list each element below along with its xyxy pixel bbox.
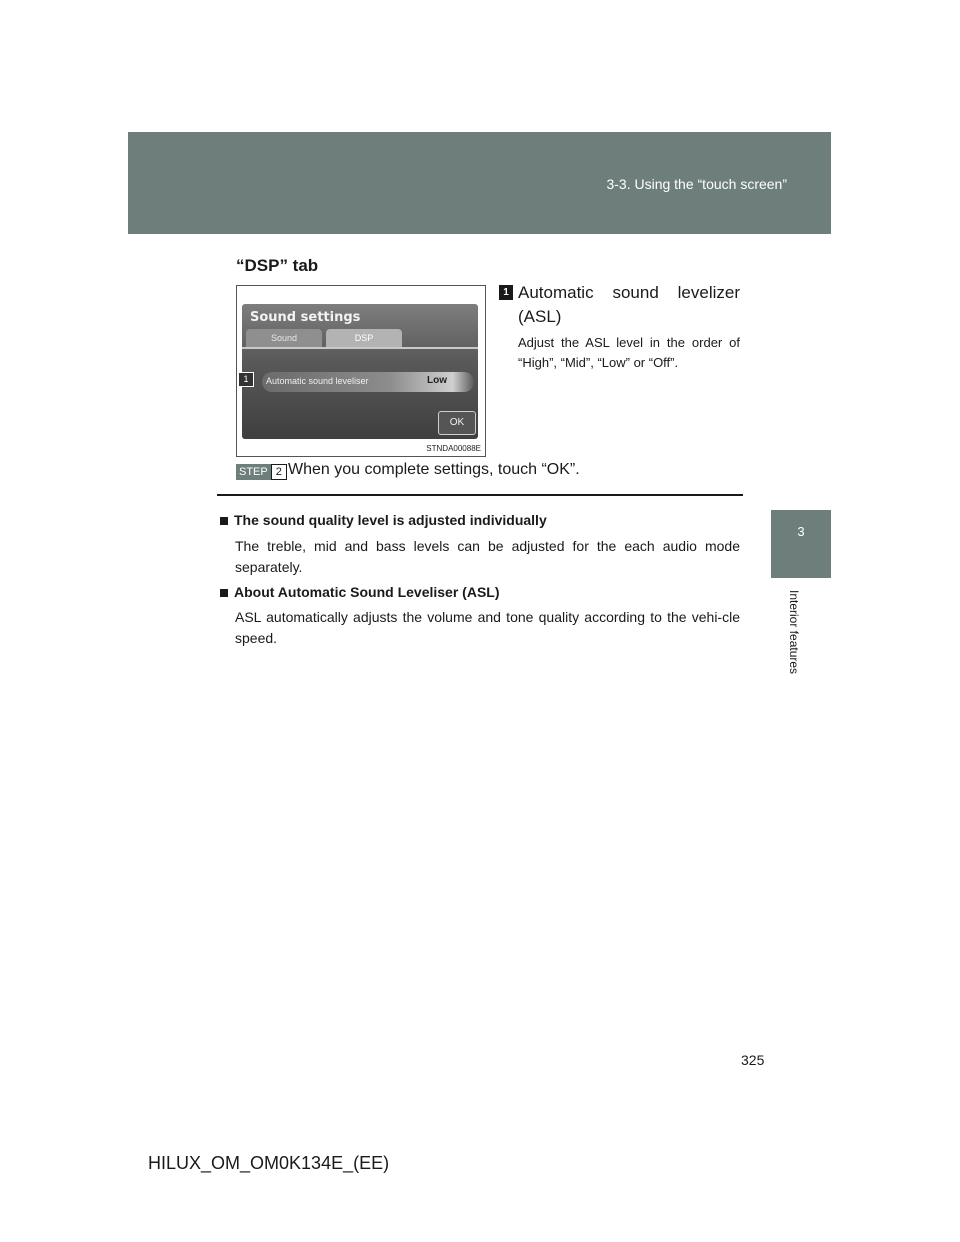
description-body: Adjust the ASL level in the order of “High”, “Mid”, “Low” or “Off”. xyxy=(518,335,740,370)
note-title: The sound quality level is adjusted individually xyxy=(220,512,547,528)
note-body: ASL automatically adjusts the volume and tone quality according to the vehi-cle speed. xyxy=(235,609,740,646)
tab-sound[interactable]: Sound xyxy=(246,329,322,347)
document-code: HILUX_OM_OM0K134E_(EE) xyxy=(148,1153,390,1173)
square-bullet-icon xyxy=(220,589,228,597)
description-title: Automatic sound levelizer xyxy=(518,283,740,302)
description-marker: 1 xyxy=(499,285,513,300)
screen-title: Sound settings xyxy=(250,310,361,325)
section-heading: 3-3. Using the “touch screen” xyxy=(606,176,787,192)
asl-setting-row[interactable] xyxy=(262,372,474,392)
step-number: 2 xyxy=(271,464,287,480)
step-word: STEP xyxy=(236,464,271,480)
step-text: When you complete settings, touch “OK”. xyxy=(288,461,580,478)
section-title: “DSP” tab xyxy=(236,256,319,275)
tab-dsp[interactable]: DSP xyxy=(326,329,402,347)
square-bullet-icon xyxy=(220,517,228,525)
touch-screen xyxy=(242,304,478,439)
note-title: About Automatic Sound Leveliser (ASL) xyxy=(220,584,500,600)
chapter-title: Interior features xyxy=(787,590,801,675)
callout-marker: 1 xyxy=(238,372,254,387)
divider xyxy=(217,494,743,496)
page-number: 325 xyxy=(741,1052,765,1068)
asl-row-label: Automatic sound leveliser xyxy=(266,376,369,386)
step-badge xyxy=(236,464,287,480)
note-body: The treble, mid and bass levels can be adjusted for the each audio mode separately. xyxy=(235,538,740,575)
tab-divider xyxy=(242,347,478,349)
header-band xyxy=(128,132,831,234)
image-code: STNDA00088E xyxy=(426,444,481,453)
screen-illustration xyxy=(236,285,486,457)
description-title-continued: (ASL) xyxy=(518,307,562,326)
asl-row-value: Low xyxy=(427,375,447,386)
chapter-tab: 3 xyxy=(771,510,831,578)
ok-button[interactable]: OK xyxy=(438,411,476,435)
